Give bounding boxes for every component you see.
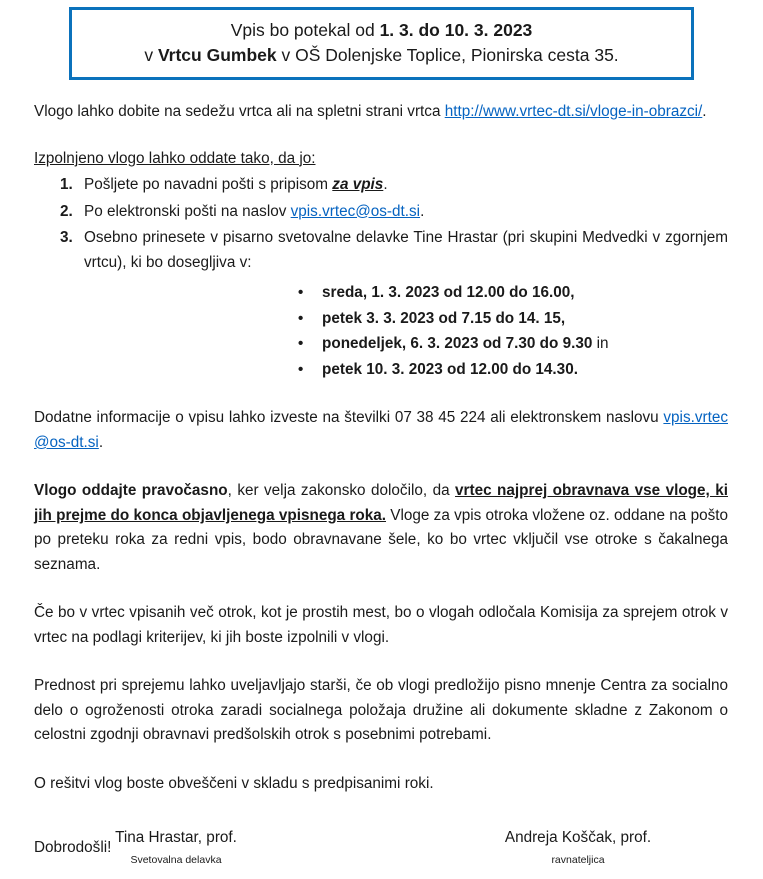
list-marker: 2. bbox=[60, 202, 73, 220]
title-line-2-kindergarten: Vrtcu Gumbek bbox=[157, 45, 277, 65]
deadline-rest: Vloge za vpis otroka vložene oz. oddane na pošto po preteku roka za redni vpis, bodo obravnavane šele, ko bo vrtec vključil vse otroke s čakalnega seznama. bbox=[34, 506, 728, 573]
list-marker: 1. bbox=[60, 176, 73, 193]
list-item-emphasis: za vpis bbox=[332, 176, 384, 193]
bullet-icon: • bbox=[298, 360, 304, 378]
commission-paragraph: Če bo v vrtec vpisanih več otrok, kot je prostih mest, bo o vlogah odločala Komisija za sprejem otrok v vrtec na podlagi kriterijev, ki jih boste izpolnili v vlogi. bbox=[34, 604, 728, 646]
notification-paragraph: O rešitvi vlog boste obveščeni v skladu s predpisanimi roki. bbox=[34, 774, 434, 792]
bullet-icon: • bbox=[298, 309, 304, 327]
list-item bbox=[34, 307, 728, 332]
office-hours-text: petek 3. 3. 2023 od 7.15 do 14. 15, bbox=[322, 309, 566, 327]
bullet-icon: • bbox=[298, 284, 304, 301]
office-hours-text: ponedeljek, 6. 3. 2023 od 7.30 do 9.30 bbox=[322, 335, 593, 353]
signature-name: Tina Hrastar, prof. bbox=[115, 829, 237, 846]
list-item bbox=[34, 200, 728, 225]
list-item-text: Po elektronski pošti na naslov bbox=[84, 202, 291, 220]
list-item bbox=[34, 332, 728, 357]
list-marker: 3. bbox=[60, 229, 73, 246]
signature-right bbox=[428, 828, 728, 869]
title-callout-box bbox=[69, 7, 694, 80]
office-hours-text: sreda, 1. 3. 2023 od 12.00 do 16.00, bbox=[322, 284, 575, 301]
list-item bbox=[34, 281, 728, 306]
submission-heading: Izpolnjeno vlogo lahko oddate tako, da jo: bbox=[34, 149, 316, 167]
signature-role: Svetovalna delavka bbox=[130, 854, 222, 866]
spacer bbox=[34, 382, 728, 406]
welcome-paragraph: Dobrodošli! bbox=[34, 839, 112, 857]
title-line-2-suffix: v OŠ Dolenjske Toplice, Pionirska cesta 35. bbox=[276, 45, 619, 65]
list-item-text: Pošljete po navadni pošti s pripisom bbox=[84, 176, 333, 193]
intro-text: Vlogo lahko dobite na sedežu vrtca ali na spletni strani vrtca bbox=[34, 103, 445, 120]
list-item bbox=[34, 173, 728, 198]
signature-name: Andreja Koščak, prof. bbox=[504, 829, 652, 846]
office-hours-list bbox=[34, 281, 728, 382]
contact-text-tail: . bbox=[98, 433, 104, 451]
vrtec-website-link[interactable]: http://www.vrtec-dt.si/vloge-in-obrazci/ bbox=[444, 103, 703, 120]
signature-left bbox=[26, 828, 326, 869]
email-link[interactable]: vpis.vrtec@os-dt.si bbox=[290, 202, 421, 220]
spacer bbox=[34, 125, 728, 147]
list-item-text: Osebno prinesete v pisarno svetovalne delavke Tine Hrastar (pri skupini Medvedki v zgornjem vrtcu), ki bo dosegljiva v: bbox=[84, 229, 728, 271]
title-line-1 bbox=[82, 18, 681, 43]
document-body bbox=[34, 100, 728, 861]
email-link[interactable]: vpis.vrtec@os-dt.si bbox=[34, 409, 728, 451]
spacer bbox=[34, 455, 728, 479]
title-line-2 bbox=[82, 43, 681, 68]
spacer bbox=[34, 577, 728, 601]
list-item-text-tail: . bbox=[383, 176, 388, 193]
priority-paragraph: Prednost pri sprejemu lahko uveljavljajo starši, če ob vlogi predložijo pisno mnenje Centra za socialno delo o ogroženosti otroka zaradi socialnega položaja družine ali dokumente skladne z Zakonom o celostni zgodnji obravnavi predšolskih otrok s posebnimi potrebami. bbox=[34, 677, 728, 744]
list-item bbox=[34, 358, 728, 383]
deadline-lead: Vlogo oddajte pravočasno bbox=[34, 482, 228, 500]
list-item bbox=[34, 226, 728, 275]
contact-paragraph bbox=[34, 406, 728, 455]
office-hours-text: petek 10. 3. 2023 od 12.00 do 14.30. bbox=[322, 360, 578, 378]
list-item-text-tail: . bbox=[420, 202, 425, 220]
title-line-2-prefix: v bbox=[144, 45, 158, 65]
intro-text-tail: . bbox=[702, 103, 707, 120]
intro-paragraph bbox=[34, 100, 728, 125]
spacer bbox=[34, 650, 728, 674]
title-line-1-prefix: Vpis bo potekal od bbox=[230, 20, 380, 40]
contact-text: Dodatne informacije o vpisu lahko izveste na številki 07 38 45 224 ali elektronskem naslovu bbox=[34, 409, 664, 427]
signature-role: ravnateljica bbox=[551, 854, 605, 866]
deadline-paragraph bbox=[34, 479, 728, 577]
bullet-icon: • bbox=[298, 335, 304, 353]
deadline-middle: , ker velja zakonsko določilo, da bbox=[227, 482, 456, 500]
deadline-emphasis: vrtec najprej obravnava vse vloge, ki jih prejme do konca objavljenega vpisnega roka. bbox=[34, 482, 728, 524]
title-line-1-dates: 1. 3. do 10. 3. 2023 bbox=[379, 20, 533, 40]
office-hours-tail: in bbox=[592, 335, 609, 353]
submission-methods-list bbox=[34, 173, 728, 275]
signature-row bbox=[34, 828, 734, 869]
spacer bbox=[34, 748, 728, 772]
